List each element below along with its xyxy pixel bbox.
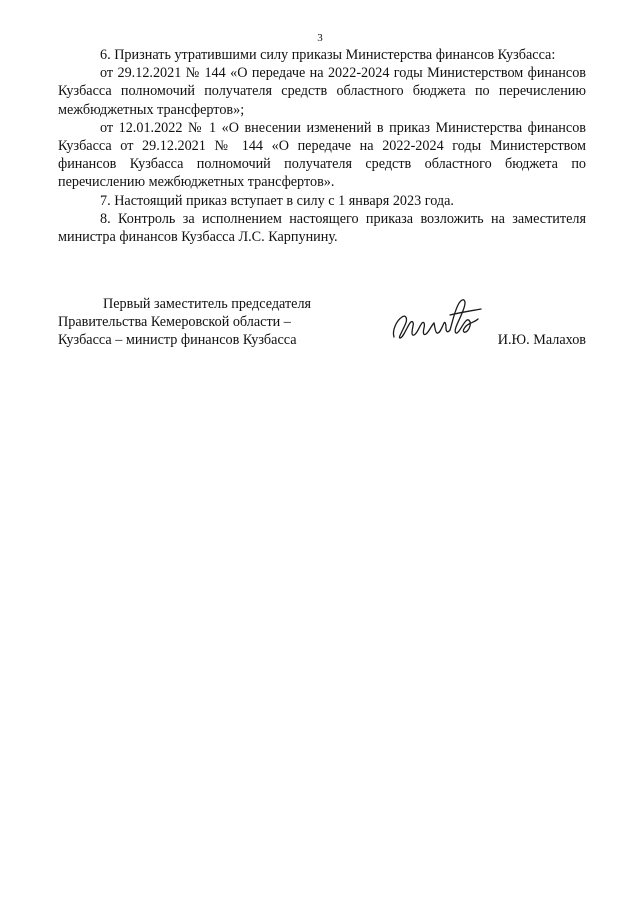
paragraph-item-7: 7. Настоящий приказ вступает в силу с 1 января 2023 года. xyxy=(100,192,454,209)
signer-title-line: Кузбасса – министр финансов Кузбасса xyxy=(58,332,297,349)
handwritten-signature-icon xyxy=(388,291,488,347)
signer-name: И.Ю. Малахов xyxy=(497,332,586,348)
page-number: 3 xyxy=(317,32,323,44)
paragraph-item-8: 8. Контроль за исполнением настоящего приказа возложить на заместителя министра финансов Кузбасса Л.С. Карпунину. xyxy=(58,210,586,246)
signer-title-line: Правительства Кемеровской области – xyxy=(58,314,291,331)
paragraph-order-144: от 29.12.2021 № 144 «О передаче на 2022-2024 годы Министерством финансов Кузбасса полномочий получателя средств областного бюджета по перечислению межбюджетных трансфертов»; xyxy=(58,65,586,118)
paragraph-item-6: 6. Признать утратившими силу приказы Министерства финансов Кузбасса: xyxy=(100,47,556,63)
signer-title xyxy=(58,295,358,350)
signature-block xyxy=(58,295,586,375)
paragraph-order-1: от 12.01.2022 № 1 «О внесении изменений в приказ Министерства финансов Кузбасса от 29.12.2021 № 144 «О передаче на 2022-2024 годы Министерством финансов Кузбасса полномочий получателя средств областного бюджета по перечислению межбюджетных трансфертов». xyxy=(58,119,586,191)
document-body xyxy=(58,46,586,246)
signer-title-line: Первый заместитель председателя xyxy=(103,296,312,312)
